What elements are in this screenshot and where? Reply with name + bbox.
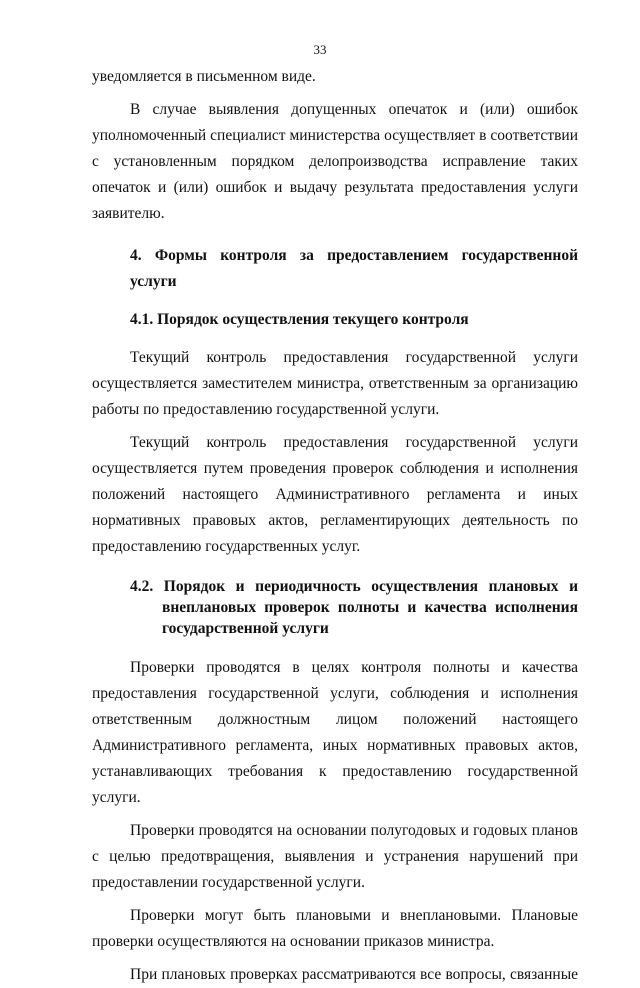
paragraph: Текущий контроль предоставления государственной услуги осуществляется путем проведения проверок соблюдения и исполнения положений настоящего Административного регламента и иных нормативных правовых актов, регламентирующих деятельность по предоставлению государственных услуг. bbox=[92, 434, 578, 555]
page-number: 33 bbox=[313, 42, 327, 57]
paragraph: Текущий контроль предоставления государственной услуги осуществляется заместителем министра, ответственным за организацию работы по предоставлению государственной услуги. bbox=[92, 349, 578, 418]
document-body bbox=[92, 64, 578, 988]
section-heading-4-1: 4.1. Порядок осуществления текущего контроля bbox=[130, 311, 469, 328]
paragraph: Проверки проводятся в целях контроля полноты и качества предоставления государственной услуги, соблюдения и исполнения ответственным должностным лицом положений настоящего Административного регламента, иных нормативных правовых актов, устанавливающих требования к предоставлению государственной услуги. bbox=[92, 659, 578, 806]
paragraph: Проверки проводятся на основании полугодовых и годовых планов с целью предотвращения, выявления и устранения нарушений при предоставлении государственной услуги. bbox=[92, 822, 578, 891]
section-heading-4-2: 4.2. Порядок и периодичность осуществления плановых и внеплановых проверок полноты и качества исполнения государственной услуги bbox=[130, 578, 578, 637]
paragraph: Проверки могут быть плановыми и внеплановыми. Плановые проверки осуществляются на основании приказов министра. bbox=[92, 907, 578, 950]
section-heading-4: 4. Формы контроля за предоставлением государственной услуги bbox=[130, 247, 578, 290]
paragraph: В случае выявления допущенных опечаток и (или) ошибок уполномоченный специалист министерства осуществляет в соответствии с установленным порядком делопроизводства исправление таких опечаток и (или) ошибок и выдачу результата предоставления услуги заявителю. bbox=[92, 101, 578, 222]
paragraph: При плановых проверках рассматриваются все вопросы, связанные bbox=[130, 966, 578, 983]
paragraph: уведомляется в письменном виде. bbox=[92, 68, 316, 85]
